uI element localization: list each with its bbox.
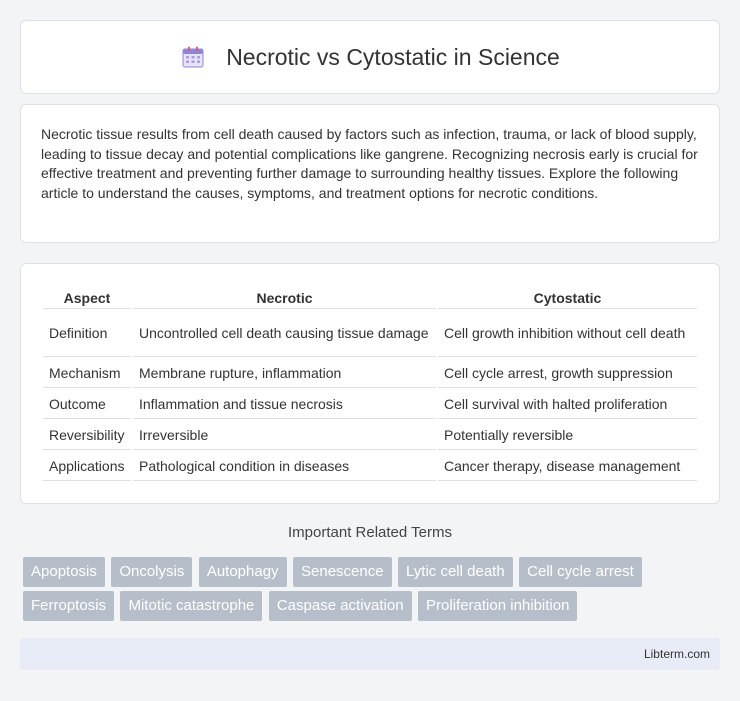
- table-cell: Outcome: [43, 390, 131, 419]
- tag-ferroptosis[interactable]: Ferroptosis: [23, 591, 114, 621]
- intro-text: Necrotic tissue results from cell death caused by factors such as infection, trauma, or lack of blood supply, leading to tissue decay and potential complications like gangrene. Recognizing necrosis early is crucial for effective treatment and preventing further damage to surrounding healthy tissues. Explore the following article to understand the causes, symptoms, and treatment options for necrotic conditions.: [41, 126, 698, 201]
- related-terms-title: Important Related Terms: [288, 524, 452, 541]
- table-cell: Potentially reversible: [438, 421, 697, 450]
- table-row: [43, 311, 697, 357]
- table-cell: Reversibility: [43, 421, 131, 450]
- tag-senescence[interactable]: Senescence: [293, 557, 392, 587]
- table-cell: Uncontrolled cell death causing tissue damage: [133, 311, 436, 357]
- footer: [20, 638, 720, 670]
- table-cell: Inflammation and tissue necrosis: [133, 390, 436, 419]
- tag-mitotic-catastrophe[interactable]: Mitotic catastrophe: [120, 591, 262, 621]
- table-cell: Pathological condition in diseases: [133, 452, 436, 481]
- table-cell: Cell cycle arrest, growth suppression: [438, 359, 697, 388]
- related-terms-list: [23, 557, 723, 625]
- table-row: [43, 421, 697, 450]
- tag-autophagy[interactable]: Autophagy: [199, 557, 287, 587]
- tag-oncolysis[interactable]: Oncolysis: [111, 557, 192, 587]
- table-cell: Mechanism: [43, 359, 131, 388]
- tag-proliferation-inhibition[interactable]: Proliferation inhibition: [418, 591, 577, 621]
- intro-card: [20, 104, 720, 243]
- table-cell: Irreversible: [133, 421, 436, 450]
- column-header-necrotic: Necrotic: [133, 286, 436, 309]
- comparison-table: [41, 284, 699, 483]
- table-cell: Applications: [43, 452, 131, 481]
- tag-lytic-cell-death[interactable]: Lytic cell death: [398, 557, 513, 587]
- column-header-aspect: Aspect: [43, 286, 131, 309]
- table-cell: Cancer therapy, disease management: [438, 452, 697, 481]
- table-row: [43, 359, 697, 388]
- footer-site-link[interactable]: Libterm.com: [643, 647, 710, 661]
- tag-caspase-activation[interactable]: Caspase activation: [269, 591, 412, 621]
- comparison-card: [20, 263, 720, 504]
- table-row: [43, 390, 697, 419]
- table-cell: Definition: [43, 311, 131, 357]
- tag-apoptosis[interactable]: Apoptosis: [23, 557, 105, 587]
- table-row: [43, 452, 697, 481]
- page-title: Necrotic vs Cytostatic in Science: [226, 43, 560, 70]
- table-cell: Membrane rupture, inflammation: [133, 359, 436, 388]
- table-cell: Cell growth inhibition without cell death: [438, 311, 697, 357]
- tag-cell-cycle-arrest[interactable]: Cell cycle arrest: [519, 557, 642, 587]
- table-header-row: [43, 286, 697, 309]
- column-header-cytostatic: Cytostatic: [438, 286, 697, 309]
- calendar-icon: [180, 44, 206, 70]
- header-card: [20, 20, 720, 94]
- table-cell: Cell survival with halted proliferation: [438, 390, 697, 419]
